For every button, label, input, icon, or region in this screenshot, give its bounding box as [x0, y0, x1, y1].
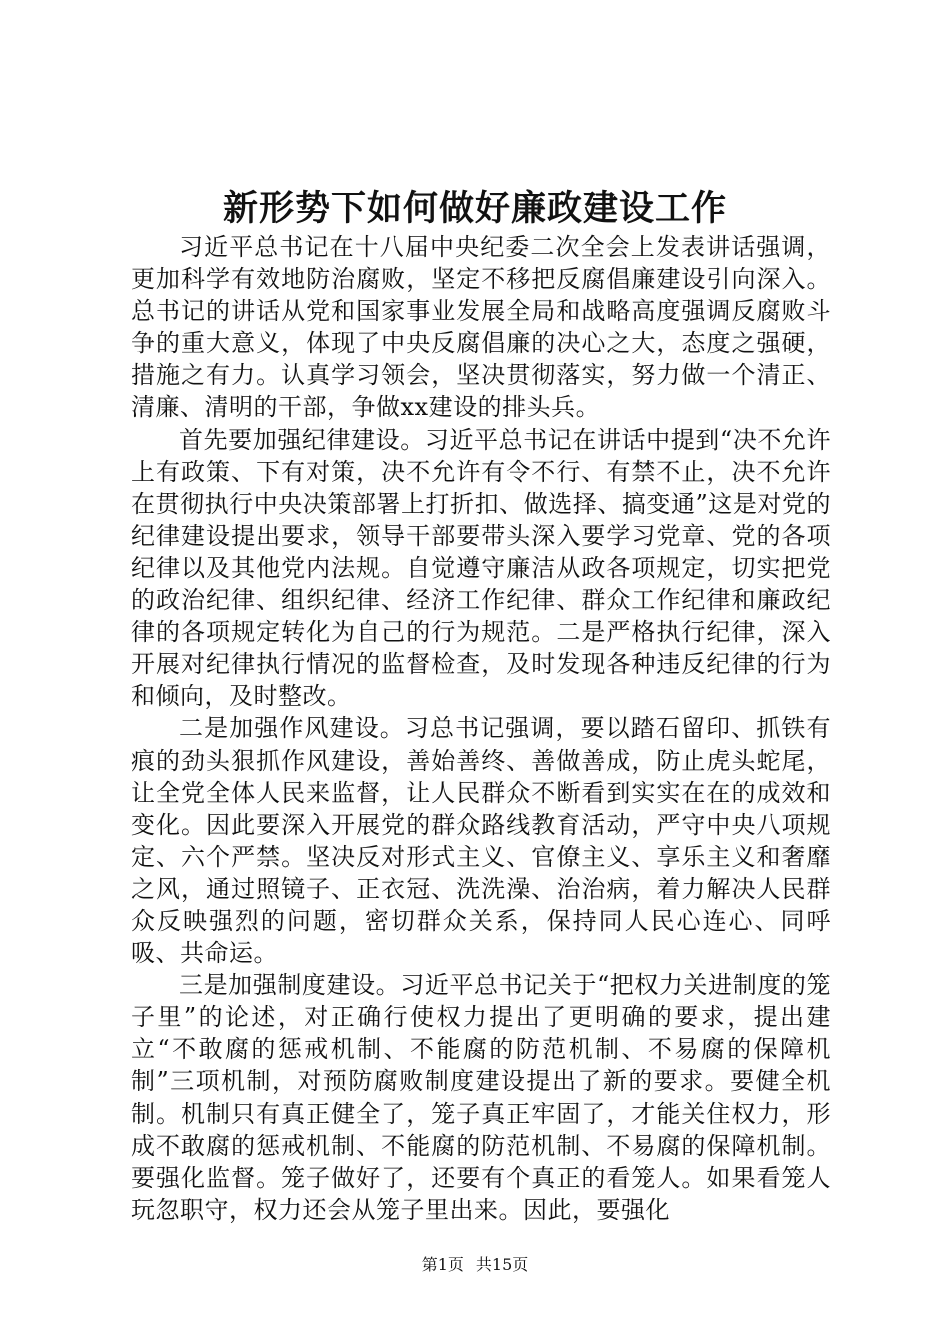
document-title: 新形势下如何做好廉政建设工作	[222, 188, 727, 229]
page-total: 共15页	[475, 1255, 529, 1274]
page-number: 第1页	[421, 1255, 464, 1274]
paragraph: 三是加强制度建设。习近平总书记关于“把权力关进制度的笼子里”的论述，对正确行使权力提出了更明确的要求，提出建立“不敢腐的惩戒机制、不能腐的防范机制、不易腐的保障机制”三项机制，对预防腐败制度建设提出了新的要求。要健全机制。机制只有真正健全了，笼子真正牢固了，才能关住权力，形成不敢腐的惩戒机制、不能腐的防范机制、不易腐的保障机制。要强化监督。笼子做好了，还要有个真正的看笼人。如果看笼人玩忽职守，权力还会从笼子里出来。因此，要强化	[131, 971, 831, 1224]
document-body	[131, 231, 831, 1226]
paragraph: 二是加强作风建设。习总书记强调，要以踏石留印、抓铁有痕的劲头狠抓作风建设，善始善终、善做善成，防止虎头蛇尾，让全党全体人民来监督，让人民群众不断看到实实在在的成效和变化。因此要深入开展党的群众路线教育活动，严守中央八项规定、六个严禁。坚决反对形式主义、官僚主义、享乐主义和奢靡之风，通过照镜子、正衣冠、洗洗澡、治治病，着力解决人民群众反映强烈的问题，密切群众关系，保持同人民心连心、同呼吸、共命运。	[131, 714, 831, 968]
page-footer	[0, 1255, 950, 1275]
paragraph: 习近平总书记在十八届中央纪委二次全会上发表讲话强调，更加科学有效地防治腐败，坚定不移把反腐倡廉建设引向深入。总书记的讲话从党和国家事业发展全局和战略高度强调反腐败斗争的重大意义，体现了中央反腐倡廉的决心之大，态度之强硬，措施之有力。认真学习领会，坚决贯彻落实，努力做一个清正、清廉、清明的干部，争做xx建设的排头兵。	[131, 233, 831, 422]
paragraph: 首先要加强纪律建设。习近平总书记在讲话中提到“决不允许上有政策、下有对策，决不允许有令不行、有禁不止，决不允许在贯彻执行中央决策部署上打折扣、做选择、搞变通”这是对党的纪律建设提出要求，领导干部要带头深入要学习党章、党的各项纪律以及其他党内法规。自觉遵守廉洁从政各项规定，切实把党的政治纪律、组织纪律、经济工作纪律、群众工作纪律和廉政纪律的各项规定转化为自己的行为规范。二是严格执行纪律，深入开展对纪律执行情况的监督检查，及时发现各种违反纪律的行为和倾向，及时整改。	[131, 425, 831, 711]
